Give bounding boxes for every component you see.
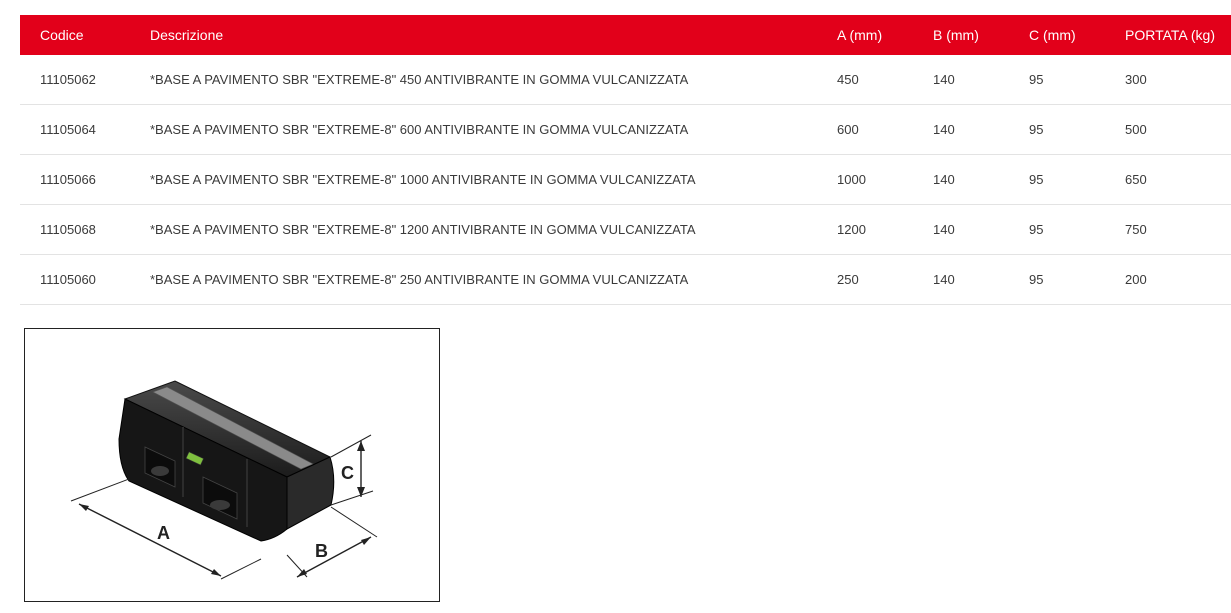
cell-descrizione: *BASE A PAVIMENTO SBR "EXTREME-8" 250 ANTIVIBRANTE IN GOMMA VULCANIZZATA [150, 272, 689, 287]
product-dimension-figure[interactable] [24, 328, 440, 602]
table-row [20, 255, 1231, 305]
cell-b: 140 [933, 272, 955, 287]
cell-descrizione: *BASE A PAVIMENTO SBR "EXTREME-8" 1200 ANTIVIBRANTE IN GOMMA VULCANIZZATA [150, 222, 696, 237]
dimension-c-label: C [341, 463, 354, 483]
table-row [20, 205, 1231, 255]
cell-portata: 300 [1125, 72, 1147, 87]
table-row [20, 55, 1231, 105]
cell-c: 95 [1029, 172, 1044, 187]
header-descrizione[interactable]: Descrizione [150, 27, 224, 43]
table-header [20, 15, 1231, 55]
cell-codice: 11105066 [40, 172, 96, 187]
dimension-drawing [25, 329, 438, 600]
header-a[interactable]: A (mm) [837, 27, 883, 43]
cell-descrizione: *BASE A PAVIMENTO SBR "EXTREME-8" 450 ANTIVIBRANTE IN GOMMA VULCANIZZATA [150, 72, 689, 87]
cell-portata: 650 [1125, 172, 1147, 187]
table-row [20, 105, 1231, 155]
cell-b: 140 [933, 72, 955, 87]
cell-portata: 500 [1125, 122, 1147, 137]
cell-b: 140 [933, 122, 955, 137]
header-codice[interactable]: Codice [40, 27, 84, 43]
table-row [20, 155, 1231, 205]
cell-descrizione: *BASE A PAVIMENTO SBR "EXTREME-8" 600 ANTIVIBRANTE IN GOMMA VULCANIZZATA [150, 122, 689, 137]
cell-c: 95 [1029, 222, 1044, 237]
cell-c: 95 [1029, 72, 1044, 87]
cell-codice: 11105064 [40, 122, 96, 137]
cell-descrizione: *BASE A PAVIMENTO SBR "EXTREME-8" 1000 ANTIVIBRANTE IN GOMMA VULCANIZZATA [150, 172, 696, 187]
dimension-a-label: A [157, 523, 170, 543]
cell-portata: 750 [1125, 222, 1147, 237]
cell-a: 450 [837, 72, 859, 87]
cell-portata: 200 [1125, 272, 1147, 287]
cell-codice: 11105062 [40, 72, 96, 87]
cell-a: 1200 [837, 222, 866, 237]
header-b[interactable]: B (mm) [933, 27, 979, 43]
cell-a: 600 [837, 122, 859, 137]
cell-b: 140 [933, 222, 955, 237]
cell-b: 140 [933, 172, 955, 187]
cell-c: 95 [1029, 272, 1044, 287]
cell-c: 95 [1029, 122, 1044, 137]
cell-a: 250 [837, 272, 859, 287]
cell-codice: 11105068 [40, 222, 96, 237]
cell-a: 1000 [837, 172, 866, 187]
header-c[interactable]: C (mm) [1029, 27, 1076, 43]
cell-codice: 11105060 [40, 272, 96, 287]
product-table [20, 15, 1231, 305]
header-portata[interactable]: PORTATA (kg) [1125, 27, 1215, 43]
dimension-b-label: B [315, 541, 328, 561]
rubber-base-illustration [119, 381, 334, 541]
